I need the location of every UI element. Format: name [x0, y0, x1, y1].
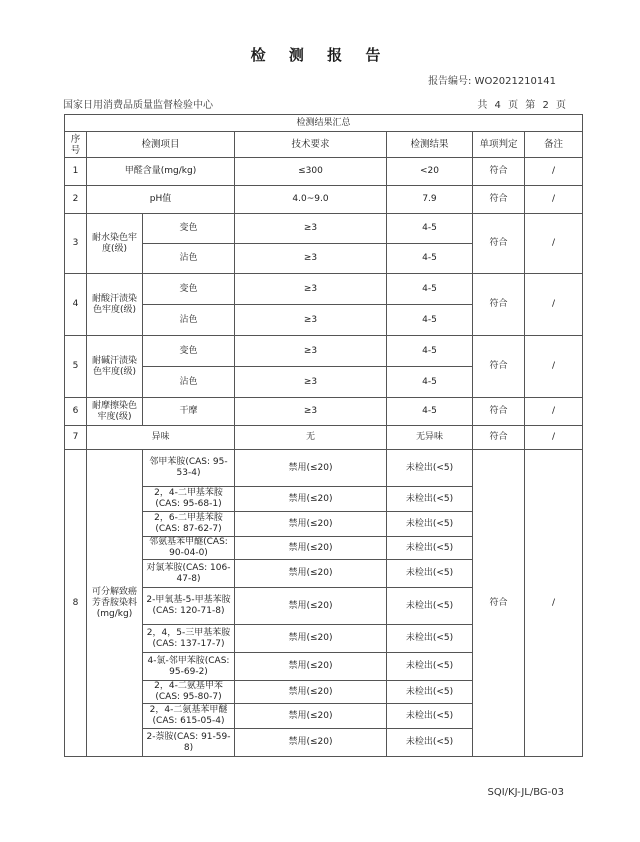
table-row [65, 158, 583, 186]
row-judgement: 符合 [473, 158, 525, 186]
row-result: 未检出(<5) [387, 681, 473, 704]
row-result: 未检出(<5) [387, 653, 473, 681]
row-result: 未检出(<5) [387, 588, 473, 625]
table-row [65, 450, 583, 487]
row-subitem: 沾色 [143, 244, 235, 274]
row-subitem: 变色 [143, 336, 235, 367]
row-subitem: 2，4-二氨基甲苯(CAS: 95-80-7) [143, 681, 235, 704]
row-subitem: 2-甲氧基-5-甲基苯胺(CAS: 120-71-8) [143, 588, 235, 625]
row-subitem: 干摩 [143, 398, 235, 426]
row-subitem: 沾色 [143, 367, 235, 398]
row-requirement: ≥3 [235, 214, 387, 244]
row-remark: / [525, 158, 583, 186]
table-row [65, 274, 583, 305]
results-table [64, 114, 583, 757]
table-header-row [65, 132, 583, 158]
row-subitem: 变色 [143, 214, 235, 244]
row-group: 可分解致癌芳香胺染料(mg/kg) [87, 450, 143, 757]
row-result: 未检出(<5) [387, 450, 473, 487]
report-number: 报告编号: WO2021210141 [428, 76, 556, 87]
row-judgement: 符合 [473, 214, 525, 274]
header-requirement: 技术要求 [235, 132, 387, 158]
row-requirement: 禁用(≤20) [235, 729, 387, 757]
row-requirement: 禁用(≤20) [235, 537, 387, 560]
row-result: 7.9 [387, 186, 473, 214]
header-remark: 备注 [525, 132, 583, 158]
row-result: 4-5 [387, 305, 473, 336]
row-no: 1 [65, 158, 87, 186]
row-requirement: 无 [235, 426, 387, 450]
row-result: 4-5 [387, 367, 473, 398]
row-remark: / [525, 426, 583, 450]
row-subitem: 4-氯-邻甲苯胺(CAS: 95-69-2) [143, 653, 235, 681]
pagination: 共 4 页 第 2 页 [477, 100, 566, 111]
row-subitem: 2-萘胺(CAS: 91-59-8) [143, 729, 235, 757]
row-group: 耐碱汗渍染色牢度(级) [87, 336, 143, 398]
table-row [65, 398, 583, 426]
row-judgement: 符合 [473, 186, 525, 214]
row-requirement: ≥3 [235, 367, 387, 398]
row-requirement: 禁用(≤20) [235, 487, 387, 512]
row-no: 7 [65, 426, 87, 450]
row-remark: / [525, 336, 583, 398]
row-judgement: 符合 [473, 426, 525, 450]
row-no: 4 [65, 274, 87, 336]
row-judgement: 符合 [473, 398, 525, 426]
row-subitem: 邻甲苯胺(CAS: 95-53-4) [143, 450, 235, 487]
row-result: 未检出(<5) [387, 487, 473, 512]
table-caption-row [65, 115, 583, 132]
row-requirement: 禁用(≤20) [235, 512, 387, 537]
row-requirement: 禁用(≤20) [235, 560, 387, 588]
row-result: 未检出(<5) [387, 729, 473, 757]
row-requirement: ≥3 [235, 398, 387, 426]
row-remark: / [525, 186, 583, 214]
report-title: 检 测 报 告 [250, 46, 390, 64]
row-result: 4-5 [387, 214, 473, 244]
row-result: 4-5 [387, 244, 473, 274]
row-remark: / [525, 398, 583, 426]
row-result: 无异味 [387, 426, 473, 450]
row-result: 未检出(<5) [387, 625, 473, 653]
row-judgement: 符合 [473, 336, 525, 398]
row-no: 2 [65, 186, 87, 214]
row-result: 未检出(<5) [387, 512, 473, 537]
row-group: 耐摩擦染色牢度(级) [87, 398, 143, 426]
row-subitem: 2，4-二甲基苯胺(CAS: 95-68-1) [143, 487, 235, 512]
table-row [65, 214, 583, 244]
row-judgement: 符合 [473, 450, 525, 757]
row-no: 8 [65, 450, 87, 757]
row-group: 耐酸汗渍染色牢度(级) [87, 274, 143, 336]
row-requirement: 4.0~9.0 [235, 186, 387, 214]
row-no: 3 [65, 214, 87, 274]
row-item: 异味 [87, 426, 235, 450]
row-requirement: ≥3 [235, 274, 387, 305]
row-item: pH值 [87, 186, 235, 214]
header-no: 序号 [65, 132, 87, 158]
row-no: 5 [65, 336, 87, 398]
row-requirement: ≥3 [235, 336, 387, 367]
row-result: 未检出(<5) [387, 537, 473, 560]
table-caption: 检测结果汇总 [65, 115, 583, 132]
row-subitem: 变色 [143, 274, 235, 305]
header-judgement: 单项判定 [473, 132, 525, 158]
row-requirement: ≥3 [235, 244, 387, 274]
row-requirement: 禁用(≤20) [235, 450, 387, 487]
row-judgement: 符合 [473, 274, 525, 336]
row-remark: / [525, 214, 583, 274]
row-remark: / [525, 450, 583, 757]
row-requirement: 禁用(≤20) [235, 681, 387, 704]
row-subitem: 2，6-二甲基苯胺(CAS: 87-62-7) [143, 512, 235, 537]
row-subitem: 邻氨基苯甲醚(CAS: 90-04-0) [143, 537, 235, 560]
row-requirement: 禁用(≤20) [235, 704, 387, 729]
row-result: 4-5 [387, 274, 473, 305]
table-row [65, 186, 583, 214]
table-row [65, 426, 583, 450]
row-no: 6 [65, 398, 87, 426]
row-result: 4-5 [387, 336, 473, 367]
row-requirement: 禁用(≤20) [235, 653, 387, 681]
row-requirement: ≥3 [235, 305, 387, 336]
header-result: 检测结果 [387, 132, 473, 158]
row-remark: / [525, 274, 583, 336]
row-requirement: ≤300 [235, 158, 387, 186]
organization-name: 国家日用消费品质量监督检验中心 [63, 100, 213, 111]
row-group: 耐水染色牢度(级) [87, 214, 143, 274]
row-subitem: 沾色 [143, 305, 235, 336]
footer-code: SQI/KJ-JL/BG-03 [487, 787, 564, 798]
row-requirement: 禁用(≤20) [235, 625, 387, 653]
row-result: 4-5 [387, 398, 473, 426]
table-row [65, 336, 583, 367]
row-requirement: 禁用(≤20) [235, 588, 387, 625]
row-result: 未检出(<5) [387, 560, 473, 588]
row-subitem: 对氯苯胺(CAS: 106-47-8) [143, 560, 235, 588]
row-result: <20 [387, 158, 473, 186]
row-item: 甲醛含量(mg/kg) [87, 158, 235, 186]
row-result: 未检出(<5) [387, 704, 473, 729]
row-subitem: 2，4-二氨基苯甲醚(CAS: 615-05-4) [143, 704, 235, 729]
row-subitem: 2，4，5-三甲基苯胺(CAS: 137-17-7) [143, 625, 235, 653]
header-item: 检测项目 [87, 132, 235, 158]
